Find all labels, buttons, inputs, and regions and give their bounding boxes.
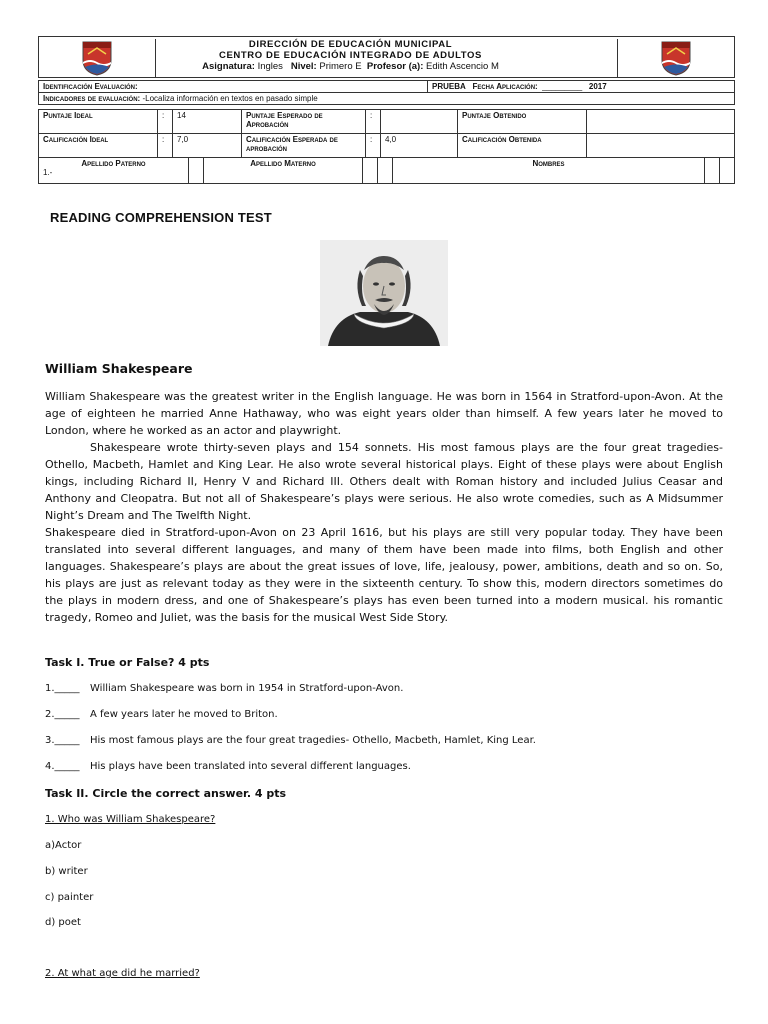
asignatura-value: Ingles	[257, 61, 283, 72]
calificacion-ideal-value: 7,0	[173, 134, 242, 158]
profesor-value: Edith Ascencio M	[426, 61, 499, 72]
puntaje-esperado-label: Puntaje Esperado de Aprobación	[242, 110, 366, 134]
shakespeare-portrait	[320, 240, 448, 346]
article-title: William Shakespeare	[45, 361, 193, 376]
statement: A few years later he moved to Briton.	[90, 709, 278, 720]
answer-blank[interactable]: 2._____	[45, 709, 80, 720]
puntaje-obtenido-label: Puntaje Obtenido	[458, 110, 587, 134]
header-line-2: CENTRO DE EDUCACIÓN INTEGRADO DE ADULTOS	[219, 50, 482, 61]
true-false-item	[45, 683, 403, 694]
article-paragraph-2: Shakespeare wrote thirty-seven plays and 154 sonnets. His most famous plays are the four great tragedies- Othello, Macbeth, Hamlet and King Lear. He also wrote several historical plays. Eight of these plays were about English kings, including Richard II, Henry V and Richard III. Others dealt with Roman history and included Julius Ceasar and Anthony and Cleopatra. But not all of Shakespeare’s plays were serious. He also wrote comedies, such as A Midsummer Night’s Dream and The Twelfth Night.	[45, 441, 723, 522]
article-paragraph-3: Shakespeare died in Stratford-upon-Avon on 23 April 1616, but his plays are still very popular today. They have been translated into several different languages, and many of them have been made into films, both English and other languages. Shakespeare’s plays are about the great issues of love, life, jealousy, power, ambitions, death and so on. So, his plays are just as relevant today as they were in the sixteenth century. To show this, modern directors sometimes do the plays in modern dress, and one of Shakespeare’s plays has even been turned into a modern musical. his romantic tragedy, Romeo and Juliet, was the basis for the musical West Side Story.	[45, 526, 723, 624]
score-table	[38, 109, 735, 158]
divider-cell	[189, 158, 204, 184]
asignatura-label: Asignatura:	[202, 61, 255, 72]
task-2-title: Task II. Circle the correct answer. 4 pts	[45, 787, 287, 800]
school-header	[38, 36, 735, 78]
fecha-blank[interactable]: _________	[542, 82, 583, 91]
option-a[interactable]: a)Actor	[45, 840, 82, 851]
option-d[interactable]: d) poet	[45, 917, 81, 928]
article-body	[45, 388, 723, 626]
colon: :	[366, 134, 381, 158]
document-title: READING COMPREHENSION TEST	[50, 210, 272, 225]
apellido-paterno-label: Apellido Paterno	[81, 159, 146, 168]
divider-cell	[720, 158, 735, 184]
calificacion-ideal-label: Calificación Ideal	[39, 134, 158, 158]
colon: :	[158, 110, 173, 134]
row-number: 1.-	[43, 168, 53, 177]
identification-table	[38, 80, 735, 105]
student-name-table	[38, 157, 735, 184]
colon: :	[158, 134, 173, 158]
question-2: 2. At what age did he married?	[45, 968, 200, 979]
answer-blank[interactable]: 3._____	[45, 735, 80, 746]
school-crest-right	[617, 39, 734, 77]
indicadores-value: -Localiza información en textos en pasado simple	[142, 94, 318, 103]
prueba-cell	[428, 81, 735, 93]
fecha-label: Fecha Aplicación:	[472, 82, 538, 91]
true-false-item	[45, 709, 278, 720]
calificacion-obtenida-label: Calificación Obtenida	[458, 134, 587, 158]
option-c[interactable]: c) painter	[45, 892, 94, 903]
true-false-item	[45, 735, 536, 746]
crest-icon	[80, 40, 114, 76]
puntaje-esperado-value[interactable]	[381, 110, 458, 134]
answer-blank[interactable]: 4._____	[45, 761, 80, 772]
nivel-label: Nivel:	[290, 61, 317, 72]
question-1: 1. Who was William Shakespeare?	[45, 814, 216, 825]
indicadores-cell	[39, 93, 735, 105]
calificacion-esperada-label: Calificación Esperada de aprobación	[242, 134, 366, 158]
colon: :	[366, 110, 381, 134]
puntaje-ideal-value: 14	[173, 110, 242, 134]
task-1-title: Task I. True or False? 4 pts	[45, 656, 210, 669]
crest-icon	[659, 40, 693, 76]
divider-cell	[363, 158, 378, 184]
answer-blank[interactable]: 1._____	[45, 683, 80, 694]
apellido-paterno-cell[interactable]	[39, 158, 189, 184]
school-crest-left	[39, 39, 156, 77]
indicadores-label: Indicadores de evaluación:	[43, 94, 141, 103]
nombres-label: Nombres	[393, 158, 705, 184]
header-line-1: DIRECCIÓN DE EDUCACIÓN MUNICIPAL	[248, 39, 453, 50]
nivel-value: Primero E	[319, 61, 362, 72]
profesor-label: Profesor (a):	[366, 61, 424, 72]
statement: His plays have been translated into several different languages.	[90, 761, 411, 772]
year: 2017	[588, 82, 607, 91]
identificacion-label: Identificación Evaluación:	[39, 81, 428, 93]
puntaje-ideal-label: Puntaje Ideal	[39, 110, 158, 134]
true-false-item	[45, 761, 411, 772]
article-paragraph-1: William Shakespeare was the greatest writer in the English language. He was born in 1564 in Stratford-upon-Avon. At the age of eighteen he married Anne Hathaway, who was eight years older than himself. A few years later he moved to London, where he worked as an actor and playwright.	[45, 390, 723, 437]
calificacion-esperada-value: 4,0	[381, 134, 458, 158]
apellido-materno-label: Apellido Materno	[204, 158, 363, 184]
calificacion-obtenida-value[interactable]	[587, 134, 735, 158]
header-line-3	[157, 61, 544, 72]
option-b[interactable]: b) writer	[45, 866, 88, 877]
statement: William Shakespeare was born in 1954 in Stratford-upon-Avon.	[90, 683, 404, 694]
header-text	[157, 37, 544, 72]
prueba-label: PRUEBA	[432, 82, 466, 91]
statement: His most famous plays are the four great tragedies- Othello, Macbeth, Hamlet, King Lear.	[90, 735, 536, 746]
puntaje-obtenido-value[interactable]	[587, 110, 735, 134]
divider-cell	[705, 158, 720, 184]
divider-cell	[378, 158, 393, 184]
